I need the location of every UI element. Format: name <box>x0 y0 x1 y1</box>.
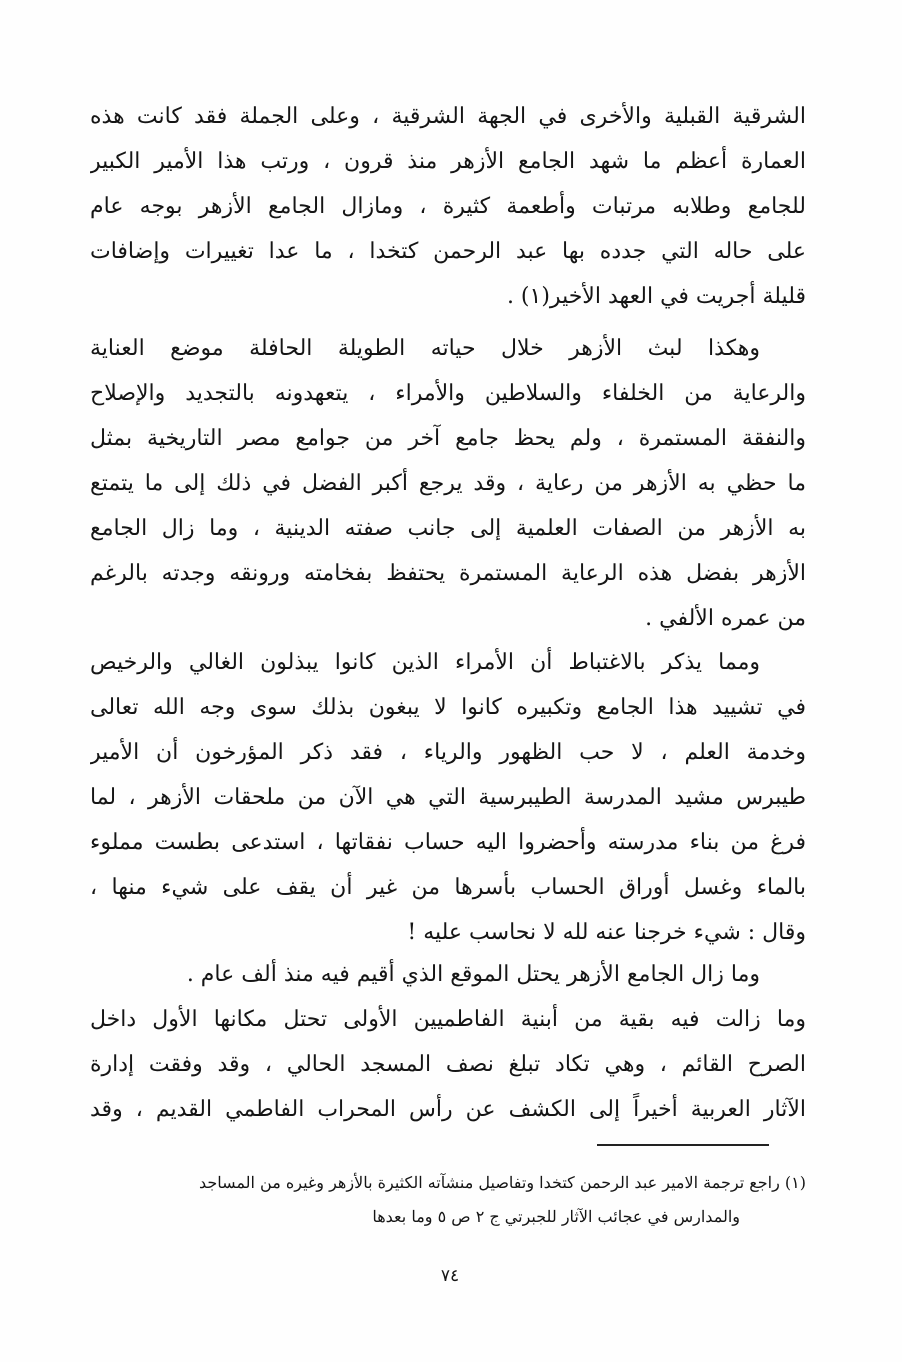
paragraph-4 <box>90 952 806 1132</box>
paragraph-3 <box>90 640 806 955</box>
text-line: والنفقة المستمرة ، ولم يحظ جامع آخر من جوامع مصر التاريخية بمثل <box>90 426 806 451</box>
text-line: الشرقية القبلية والأخرى في الجهة الشرقية ، وعلى الجملة فقد كانت هذه <box>90 104 806 129</box>
text-line: ومما يذكر بالاغتباط أن الأمراء الذين كانوا يبذلون الغالي والرخيص <box>90 650 760 675</box>
footnote-line: والمدارس في عجائب الآثار للجبرتي ج ٢ ص ٥ وما بعدها <box>372 1207 740 1226</box>
text-line: على حاله التي جدده بها عبد الرحمن كتخدا ، ما عدا تغييرات وإضافات <box>90 239 806 264</box>
text-line: بالماء وغسل أوراق الحساب بأسرها من غير أن يقف على شيء منها ، <box>90 875 806 900</box>
text-line: وقال : شيء خرجنا عنه لله لا نحاسب عليه ! <box>407 920 806 945</box>
text-line: فرغ من بناء مدرسته وأحضروا اليه حساب نفقاتها ، استدعى بطست مملوء <box>90 830 806 855</box>
page-number: ٧٤ <box>440 1266 460 1286</box>
text-line: الصرح القائم ، وهي تكاد تبلغ نصف المسجد الحالي ، وقد وفقت إدارة <box>90 1052 806 1077</box>
text-line: وما زالت فيه بقية من أبنية الفاطميين الأولى تحتل مكانها الأول داخل <box>90 1007 806 1032</box>
footnote-line: (١) راجع ترجمة الامير عبد الرحمن كتخدا وتفاصيل منشآته الكثيرة بالأزهر وغيره من المساجد <box>198 1173 806 1192</box>
text-line: قليلة أجريت في العهد الأخير(١) . <box>506 284 806 309</box>
text-line: به الأزهر من الصفات العلمية إلى جانب صفته الدينية ، وما زال الجامع <box>90 516 806 541</box>
text-line: وهكذا لبث الأزهر خلال حياته الطويلة الحافلة موضع العناية <box>90 336 760 361</box>
text-line: وخدمة العلم ، لا حب الظهور والرياء ، فقد ذكر المؤرخون أن الأمير <box>90 740 806 765</box>
text-line: في تشييد هذا الجامع وتكبيره كانوا لا يبغون بذلك سوى وجه الله تعالى <box>90 695 806 720</box>
text-line: العمارة أعظم ما شهد الجامع الأزهر منذ قرون ، ورتب هذا الأمير الكبير <box>90 149 806 174</box>
footnote <box>92 1166 806 1234</box>
text-line: ما حظي به الأزهر من رعاية ، وقد يرجع أكبر الفضل في ذلك إلى ما يتمتع <box>90 471 806 496</box>
text-line: الأزهر بفضل هذه الرعاية المستمرة يحتفظ بفخامته ورونقه وجدته بالرغم <box>90 561 806 586</box>
paragraph-2 <box>90 326 806 641</box>
text-line: من عمره الألفي . <box>645 606 806 631</box>
text-line: الآثار العربية أخيراً إلى الكشف عن رأس المحراب الفاطمي القديم ، وقد <box>90 1097 806 1122</box>
text-line: والرعاية من الخلفاء والسلاطين والأمراء ، يتعهدونه بالتجديد والإصلاح <box>90 381 806 406</box>
paragraph-1 <box>90 94 806 319</box>
text-line: طيبرس مشيد المدرسة الطيبرسية التي هي الآن من ملحقات الأزهر ، لما <box>90 785 806 810</box>
footnote-divider <box>597 1144 769 1146</box>
text-line: للجامع وطلابه مرتبات وأطعمة كثيرة ، ومازال الجامع الأزهر بوجه عام <box>90 194 806 219</box>
text-line: وما زال الجامع الأزهر يحتل الموقع الذي أقيم فيه منذ ألف عام . <box>186 962 760 987</box>
